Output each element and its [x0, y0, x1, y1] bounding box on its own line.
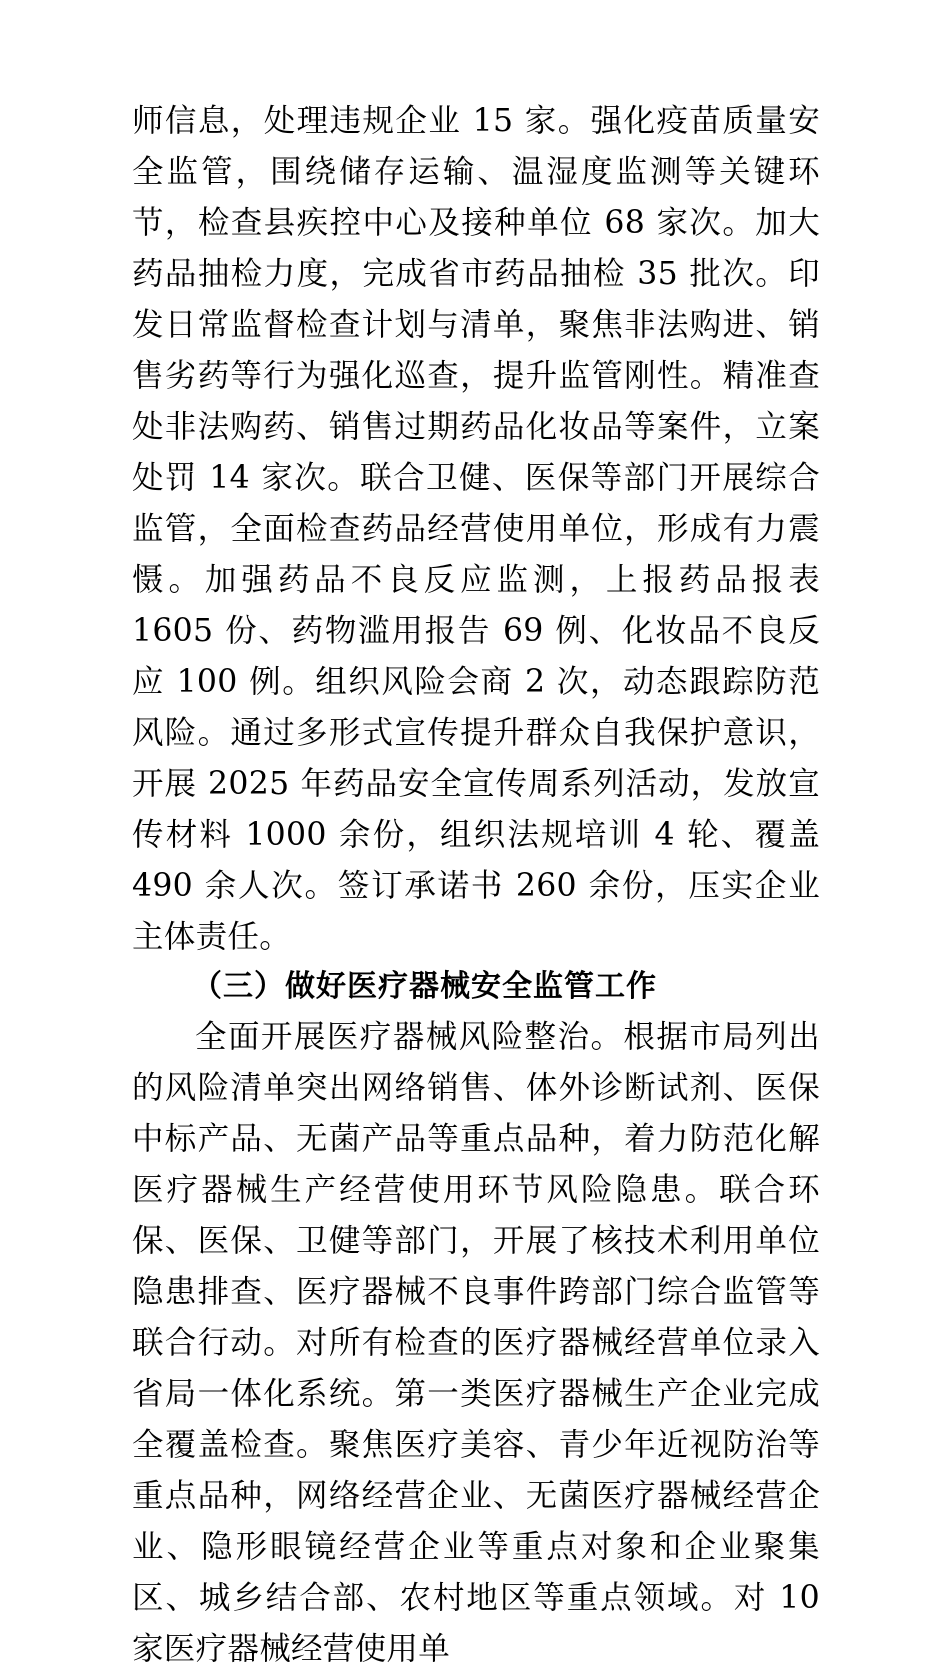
- paragraph-medical-devices: 全面开展医疗器械风险整治。根据市局列出的风险清单突出网络销售、体外诊断试剂、医保中标产品、无菌产品等重点品种，着力防范化解医疗器械生产经营使用环节风险隐患。联合环保、医保、卫健等部门，开展了核技术利用单位隐患排查、医疗器械不良事件跨部门综合监管等联合行动。对所有检查的医疗器械经营单位录入省局一体化系统。第一类医疗器械生产企业完成全覆盖检查。聚焦医疗美容、青少年近视防治等重点品种，网络经营企业、无菌医疗器械经营企业、隐形眼镜经营企业等重点对象和企业聚集区、城乡结合部、农村地区等重点领域。对 10 家医疗器械经营使用单: [132, 1018, 820, 1668]
- section-heading-three: （三）做好医疗器械安全监管工作: [192, 969, 657, 1005]
- paragraph-continued: 师信息，处理违规企业 15 家。强化疫苗质量安全监管，围绕储存运输、温湿度监测等关键环节，检查县疾控中心及接种单位 68 家次。加大药品抽检力度，完成省市药品抽检 35 批次。印发日常监督检查计划与清单，聚焦非法购进、销售劣药等行为强化巡查，提升监管刚性。精准查处非法购药、销售过期药品化妆品等案件，立案处罚 14 家次。联合卫健、医保等部门开展综合监管，全面检查药品经营使用单位，形成有力震慑。加强药品不良反应监测，上报药品报表 1605 份、药物滥用报告 69 例、化妆品不良反应 100 例。组织风险会商 2 次，动态跟踪防范风险。通过多形式宣传提升群众自我保护意识，开展 2025 年药品安全宣传周系列活动，发放宣传材料 1000 余份，组织法规培训 4 轮、覆盖 490 余人次。签订承诺书 260 余份，压实企业主体责任。: [132, 103, 820, 956]
- document-body: [132, 96, 820, 1675]
